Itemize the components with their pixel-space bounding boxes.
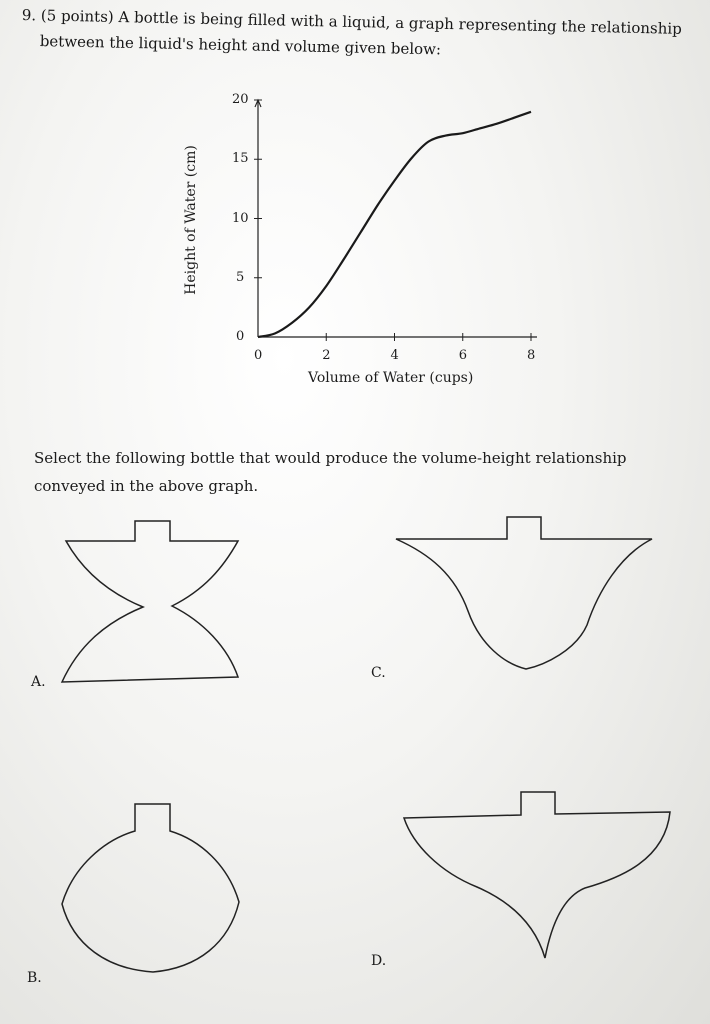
question-text-1: A bottle is being filled with a liquid, a graph representing the relationship <box>118 8 682 38</box>
x-tick-label: 0 <box>254 348 263 363</box>
choice-a-label[interactable]: A. <box>31 674 46 690</box>
choice-c-label[interactable]: C. <box>371 665 386 681</box>
bottle-b-shape[interactable] <box>62 804 239 972</box>
x-tick-label: 4 <box>390 348 399 363</box>
question-line-2: between the liquid's height and volume given below: <box>39 32 442 59</box>
choice-b-label[interactable]: B. <box>27 970 42 986</box>
y-tick-label: 10 <box>232 210 249 226</box>
question-points: (5 points) <box>40 6 114 26</box>
x-tick-label: 6 <box>458 348 468 363</box>
y-tick-label: 20 <box>232 92 249 107</box>
choice-d-label[interactable]: D. <box>371 953 387 969</box>
bottle-a-shape[interactable] <box>62 521 238 682</box>
x-tick-label: 2 <box>322 348 331 363</box>
bottle-d-shape[interactable] <box>404 792 670 958</box>
question-number: 9. <box>21 6 37 25</box>
y-tick-label: 15 <box>232 151 249 167</box>
x-tick-label: 8 <box>527 348 536 363</box>
bottle-c-shape[interactable] <box>396 517 652 669</box>
y-tick-label: 0 <box>236 329 245 344</box>
question-prompt: Select the following bottle that would produce the volume-height relationship conveyed in the above graph. <box>34 449 627 495</box>
x-axis-title: Volume of Water (cups) <box>308 370 474 386</box>
y-tick-label: 5 <box>236 269 245 285</box>
y-axis-title: Height of Water (cm) <box>182 145 199 295</box>
